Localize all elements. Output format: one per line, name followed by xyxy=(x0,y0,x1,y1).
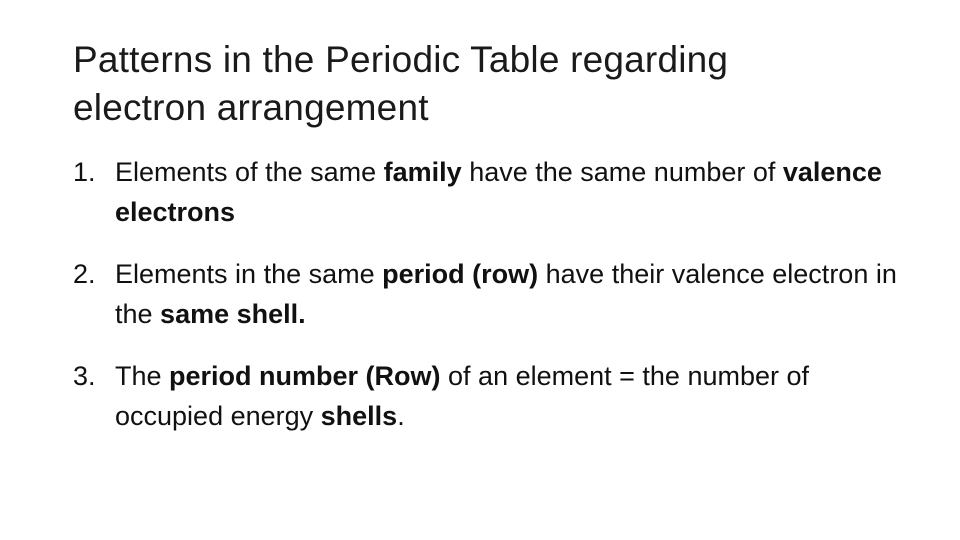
list-item-2 xyxy=(73,254,903,334)
item-text: of an element = the number of occupied energy xyxy=(115,361,810,431)
item-text: have their valence electron in the xyxy=(115,259,897,329)
item-text: The xyxy=(115,361,170,391)
item-text: have the same number of xyxy=(461,157,783,187)
bold-term-period-number: period number (Row) xyxy=(169,361,441,391)
list-item-1 xyxy=(73,152,903,232)
bold-term-period-row: period (row) xyxy=(382,259,539,289)
item-text: . xyxy=(397,401,405,431)
list-item-3 xyxy=(73,356,903,436)
bold-term-family: family xyxy=(383,157,462,187)
bold-term-shells: shells xyxy=(320,401,398,431)
item-text: Elements of the same xyxy=(115,157,384,187)
item-text: Elements in the same xyxy=(115,259,383,289)
list-number: 2. xyxy=(73,259,96,289)
bold-term-valence-electrons: valence electrons xyxy=(115,157,882,227)
bold-term-same-shell: same shell. xyxy=(160,299,306,329)
list-number: 3. xyxy=(73,361,96,391)
title-line-1: Patterns in the Periodic Table regarding xyxy=(73,39,729,80)
title-line-2: electron arrangement xyxy=(73,87,429,128)
list-number: 1. xyxy=(73,157,96,187)
slide-title xyxy=(73,36,893,132)
numbered-list xyxy=(73,152,903,458)
